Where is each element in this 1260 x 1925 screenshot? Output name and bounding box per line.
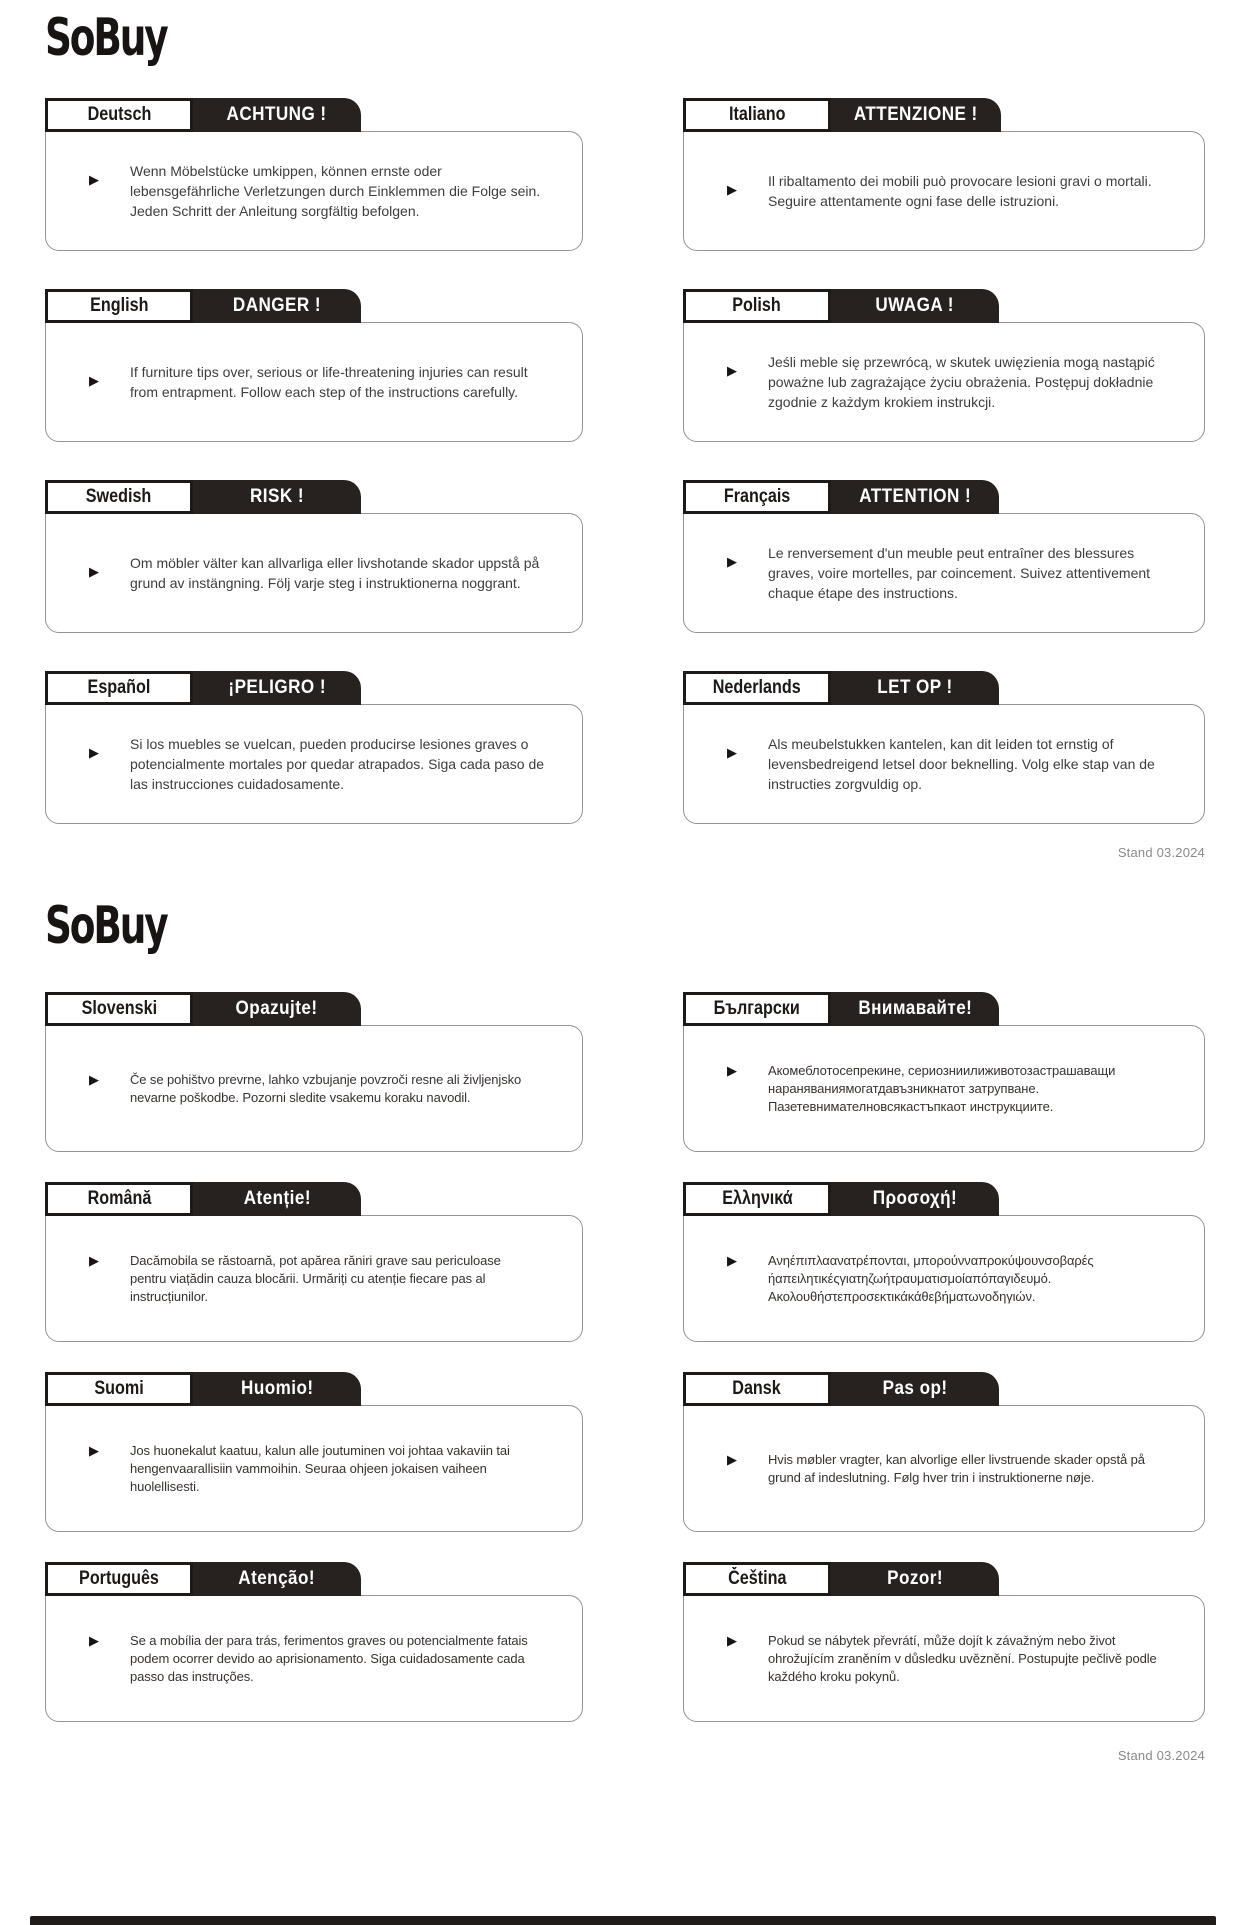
warning-label: ATTENZIONE ! [853,104,978,125]
language-tab [45,98,193,132]
warning-body-box [683,1405,1205,1532]
triangle-bullet-icon: ▶ [727,182,737,197]
warning-card [683,1182,1205,1342]
warning-label: ¡PELIGRO ! [228,677,326,698]
language-label: Suomi [94,1378,144,1399]
warning-label: Προσοχή! [872,1188,958,1209]
bullet-row [727,1252,1174,1306]
warning-body-box [45,131,583,251]
warning-label: Atenção! [238,1568,316,1589]
warning-card-header [45,480,583,514]
warning-tab [193,671,361,705]
language-tab [45,992,193,1026]
warning-tab [193,289,361,323]
language-label: English [89,295,149,316]
warning-card [45,98,583,251]
bullet-row [727,171,1174,211]
language-tab [683,289,831,323]
warning-text: Dacămobila se răstoarnă, pot apărea răniri grave sau periculoase pentru viațădin cauza blocării. Urmăriți cu atenție fiecare pas al instrucțiunilor. [130,1252,501,1304]
warning-body-box [45,322,583,442]
warning-card [683,671,1205,824]
language-label: Nederlands [713,677,801,698]
warning-card-header [45,671,583,705]
warning-text: Se a mobília der para trás, ferimentos graves ou potencialmente fatais podem ocorrer devido ao aprisionamento. Siga cuidadosamente cada passo das instruções. [130,1632,528,1684]
triangle-bullet-icon: ▶ [727,1252,737,1268]
bullet-row [727,543,1174,603]
warning-card [683,1372,1205,1532]
warning-tab [193,1562,361,1596]
warning-card [683,480,1205,633]
warning-text: Ανηέπιπλαανατρέπονται, μπορούνναπροκύψουνσοβαρές ήαπειλητικέςγιατηζωήτραυματισμοίαπόπαγιδευμό. Ακολουθήστεπροσεκτικάκάθεβήματωνοδηγιών. [768,1252,1094,1304]
warning-label: Pas op! [882,1378,948,1399]
warning-label: ACHTUNG ! [226,104,327,125]
bullet-row [89,362,552,402]
warning-label: UWAGA ! [875,295,955,316]
language-tab [45,1182,193,1216]
language-label: Italiano [728,104,786,125]
warning-card [683,289,1205,442]
language-tab [683,1372,831,1406]
warning-body-box [45,513,583,633]
warning-card [45,480,583,633]
warning-label: DANGER ! [232,295,322,316]
triangle-bullet-icon: ▶ [89,1632,99,1648]
triangle-bullet-icon: ▶ [89,745,99,760]
warning-card [45,671,583,824]
warning-grid-page-1 [45,98,1205,824]
language-label: Dansk [732,1378,782,1399]
warning-label: Внимавайте! [858,998,972,1019]
warning-body-box [45,1025,583,1152]
warning-text: If furniture tips over, serious or life-threatening injuries can result from entrapment. Follow each step of the instructions carefully. [130,364,528,400]
triangle-bullet-icon: ▶ [727,1632,737,1648]
warning-tab [193,1182,361,1216]
warning-card-header [683,98,1205,132]
warning-body-box [45,1595,583,1722]
language-label: Español [87,677,151,698]
language-label: Slovenski [81,998,157,1019]
bullet-row [727,1062,1174,1116]
triangle-bullet-icon: ▶ [89,1071,99,1087]
language-label: Čeština [727,1568,787,1589]
language-tab [683,480,831,514]
warning-text: Il ribaltamento dei mobili può provocare lesioni gravi o mortali. Seguire attentamente ogni fase delle istruzioni. [768,173,1152,209]
bullet-row [89,734,552,794]
language-tab [683,671,831,705]
warning-body-box [683,1595,1205,1722]
warning-tab [193,480,361,514]
warning-card [45,1182,583,1342]
warning-tab [831,480,999,514]
warning-tab [831,992,999,1026]
warning-label: Atenție! [243,1188,311,1209]
warning-text: Акомеблотосепрекине, сериозниилиживотозастрашаващи нараняваниямогатдавъзникнатот затрупване. Пазетевнимателновсякастъпкаот инструкциите. [768,1062,1116,1114]
warning-label: Pozor! [887,1568,943,1589]
triangle-bullet-icon: ▶ [89,1252,99,1268]
warning-text: Om möbler välter kan allvarliga eller livshotande skador uppstå på grund av instängning. Följ varje steg i instruktionerna noggrant. [130,555,540,591]
language-tab [683,1562,831,1596]
triangle-bullet-icon: ▶ [727,1062,737,1078]
warning-card-header [45,1182,583,1216]
language-tab [683,98,831,132]
warning-card [45,1372,583,1532]
warning-body-box [683,1215,1205,1342]
warning-card-header [45,1372,583,1406]
warning-body-box [683,704,1205,824]
language-label: Français [723,486,791,507]
warning-text: Als meubelstukken kantelen, kan dit leiden tot ernstig of levensbedreigend letsel door beknelling. Volg elke stap van de instructies zorgvuldig op. [768,736,1155,792]
bullet-row [89,161,552,221]
warning-card-header [683,1562,1205,1596]
language-tab [45,671,193,705]
triangle-bullet-icon: ▶ [727,745,737,760]
language-tab [683,1182,831,1216]
warning-text: Jeśli meble się przewrócą, w skutek uwięzienia mogą nastąpić poważne lub zagrażające życiu obrażenia. Postępuj dokładnie zgodnie z każdym krokiem instrukcji. [768,354,1155,410]
language-tab [45,1372,193,1406]
next-page-edge [30,1916,1216,1925]
warning-tab [193,1372,361,1406]
warning-card [683,98,1205,251]
language-tab [45,289,193,323]
warning-card-header [683,480,1205,514]
triangle-bullet-icon: ▶ [727,554,737,569]
triangle-bullet-icon: ▶ [89,373,99,388]
warning-tab [831,1182,999,1216]
language-label: Български [713,998,801,1019]
language-label: Português [79,1568,159,1589]
warning-tab [831,289,999,323]
warning-text: Jos huonekalut kaatuu, kalun alle joutuminen voi johtaa vakaviin tai hengenvaarallisiin vammoihin. Seuraa ohjeen jokaisen vaiheen huolellisesti. [130,1442,510,1494]
warning-tab [193,992,361,1026]
warning-grid-page-2 [45,992,1205,1722]
revision-date: Stand 03.2024 [1117,845,1205,860]
warning-text: Pokud se nábytek převrátí, může dojít k závažným nebo život ohrožujícím zraněním v důsledku uvěznění. Postupujte pečlivě podle každého kroku pokynů. [768,1632,1157,1684]
bullet-row [727,352,1174,412]
bullet-row [89,1442,552,1496]
warning-body-box [683,1025,1205,1152]
warning-text: Le renversement d'un meuble peut entraîner des blessures graves, voire mortelles, par coincement. Suivez attentivement chaque étape des instructions. [768,545,1151,601]
triangle-bullet-icon: ▶ [727,1451,737,1467]
warning-label: Huomio! [240,1378,314,1399]
language-label: Ελληνικά [721,1188,793,1209]
warning-card-header [45,98,583,132]
warning-label: Opazujte! [236,998,318,1019]
warning-text: Si los muebles se vuelcan, pueden producirse lesiones graves o potencialmente mortales por quedar atrapados. Siga cada paso de las instrucciones cuidadosamente. [130,736,545,792]
warning-card-header [683,1182,1205,1216]
warning-card [45,992,583,1152]
bullet-row [727,1632,1174,1686]
warning-card-header [45,289,583,323]
bullet-row [89,1071,552,1107]
warning-text: Hvis møbler vragter, kan alvorlige eller livstruende skader opstå på grund af indeslutning. Følg hver trin i instruktionerne nøje. [768,1451,1145,1485]
warning-tab [193,98,361,132]
warning-card-header [683,1372,1205,1406]
bullet-row [727,734,1174,794]
warning-body-box [683,131,1205,251]
warning-text: Če se pohištvo prevrne, lahko vzbujanje povzroči resne ali življenjsko nevarne poškodbe. Pozorni sledite vsakemu koraku navodil. [130,1071,522,1105]
warning-card-header [45,1562,583,1596]
warning-card [45,1562,583,1722]
revision-date: Stand 03.2024 [1117,1748,1205,1763]
warning-card [683,992,1205,1152]
triangle-bullet-icon: ▶ [89,172,99,187]
warning-body-box [683,513,1205,633]
warning-body-box [45,1215,583,1342]
warning-tab [831,1562,999,1596]
language-tab [45,480,193,514]
warning-card [683,1562,1205,1722]
brand-logo: SoBuy [45,8,167,68]
language-label: Română [87,1188,151,1209]
bullet-row [727,1451,1174,1487]
warning-label: ATTENTION ! [859,486,971,507]
warning-body-box [45,1405,583,1532]
warning-label: RISK ! [250,486,304,507]
warning-tab [831,98,1001,132]
language-label: Polish [732,295,782,316]
warning-card [45,289,583,442]
bullet-row [89,553,552,593]
language-label: Swedish [86,486,152,507]
warning-body-box [683,322,1205,442]
warning-tab [831,671,999,705]
warning-card-header [683,671,1205,705]
language-label: Deutsch [87,104,151,125]
triangle-bullet-icon: ▶ [727,363,737,378]
language-tab [45,1562,193,1596]
bullet-row [89,1252,552,1306]
language-tab [683,992,831,1026]
brand-logo: SoBuy [45,896,167,956]
triangle-bullet-icon: ▶ [89,1442,99,1458]
bullet-row [89,1632,552,1686]
warning-card-header [683,992,1205,1026]
triangle-bullet-icon: ▶ [89,564,99,579]
warning-tab [831,1372,999,1406]
warning-card-header [45,992,583,1026]
warning-body-box [45,704,583,824]
warning-card-header [683,289,1205,323]
warning-label: LET OP ! [877,677,953,698]
warning-text: Wenn Möbelstücke umkippen, können ernste oder lebensgefährliche Verletzungen durch Einklemmen die Folge sein. Jeden Schritt der Anleitung sorgfältig befolgen. [130,163,541,219]
